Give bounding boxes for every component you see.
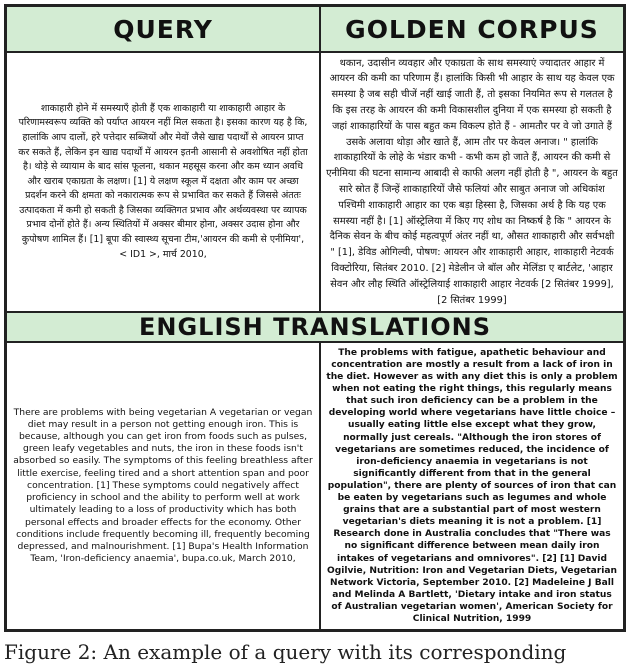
query-english-cell: [6, 342, 320, 630]
english-translations-header: ENGLISH TRANSLATIONS: [6, 312, 624, 342]
golden-corpus-header: GOLDEN CORPUS: [320, 6, 624, 52]
golden-english-cell: [320, 342, 624, 630]
golden-hindi-cell: [320, 52, 624, 312]
query-hindi-cell: [6, 52, 320, 312]
figure-panel: [4, 4, 626, 632]
query-header: QUERY: [6, 6, 320, 52]
golden-english-text: The problems with fatigue, apathetic behaviour and concentration are mostly a result from a lack of iron in the diet. However as with any diet this is only a problem when not eating the right things, this regularly means that such iron deficiency can be a problem in the developing world where vegetarians have little choice – usually eating little else except what they grow, normally just cereals. "Although the iron stores of vegetarians are sometimes reduced, the incidence of iron-deficiency anaemia in vegetarians is not significantly different from that in the general population", there are plenty of sources of iron that can be eaten by vegetarians such as legumes and whole grains that are a substantial part of most western vegetarian's diets meaning it is not a problem. [1] Research done in Australia concludes that "There was no significant difference between mean daily iron intakes of vegetarians and omnivores". [2] [1] David Ogilvie, Nutrition: Iron and Vegetarian Diets, Vegetarian Network Victoria, September 2010. [2] Madeleine J Ball and Melinda A Bartlett, 'Dietary intake and iron status of Australian vegetarian women', American Society for Clinical Nutrition, 1999: [326, 347, 618, 624]
query-english-text: There are problems with being vegetarian A vegetarian or vegan diet may result in a person not getting enough iron. This is because, although you can get iron from foods such as pulses, green leafy vegetables and nuts, the iron in these foods isn't absorbed so easily. The symptoms of this feeling breathless after little exercise, feeling tired and a short attention span and poor concentration. [1] These symptoms could negatively affect proficiency in school and the ability to perform well at work ultimately leading to a loss of productivity which has both personal effects and broader effects for the economy. Other conditions include frequently becoming ill, frequently becoming depressed, and malnourishment. [1] Bupa's Health Information Team, 'Iron-deficiency anaemia', bupa.co.uk, March 2010,: [13, 406, 313, 565]
figure-caption: Figure 2: An example of a query with its corresponding: [4, 640, 567, 664]
golden-hindi-text: थकान, उदासीन व्यवहार और एकाग्रता के साथ समस्याएं ज्यादातर आहार में आयरन की कमी का परिणाम हैं। हालांकि किसी भी आहार के साथ यह केवल एक समस्या है जब सही चीजें नहीं खाई जाती हैं, तो इसका नियमित रूप से गलतल है कि इस तरह के आयरन की कमी विकासशील दुनिया में एक समस्या हो सकती है जहां शाकाहारियों के पास बहुत कम विकल्प होते हैं - आमतौर पर वे जो उगाते हैं उसके अलावा थोड़ा और खाते हैं, आम तौर पर केवल अनाज। " हालांकि शाकाहारियों के लोहे के भंडार कभी - कभी कम हो जाते हैं, आयरन की कमी से एनीमिया की घटना सामान्य आबादी से काफी अलग नहीं होती है ", आयरन के बहुत सारे स्रोत हैं जिन्हें शाकाहारियों जैसे फलियां और साबुत अनाज जो अधिकांश पश्चिमी शाकाहारी आहार का एक बड़ा हिस्सा है, जिसका अर्थ है कि यह एक समस्या नहीं है। [1] ऑस्ट्रेलिया में किए गए शोध का निष्कर्ष है कि " आयरन के दैनिक सेवन के बीच कोई महत्वपूर्ण अंतर नहीं था, औसत शाकाहारी और सर्वभक्षी " [1], डेविड ओगिल्वी, पोषण: आयरन और शाकाहारी आहार, शाकाहारी नेटवर्क विक्टोरिया, सितंबर 2010. [2] मेडेलीन जे बॉल और मेलिंडा ए बार्टलेट, 'आहार सेवन और लौह स्थिति ऑस्ट्रेलियाई शाकाहारी आहार नेटवर्क [2 सितंबर 1999], [2 सितंबर 1999]: [326, 57, 618, 306]
query-hindi-text: शाकाहारी होने में समस्याएँ होती हैं एक शाकाहारी या शाकाहारी आहार के परिणामस्वरूप व्यक्ति को पर्याप्त आयरन नहीं मिल सकता है। इसका कारण यह है कि, हालांकि आप दालों, हरे पत्तेदार सब्जियों और मेवों जैसे खाद्य पदार्थों से आयरन प्राप्त कर सकते हैं, लेकिन इन खाद्य पदार्थों में आयरन इतनी आसानी से अवशोषित नहीं होता है। थोड़े से व्यायाम के बाद सांस फूलना, थकान महसूस करना और कम ध्यान अवधि और खराब एकाग्रता के लक्षण। [1] ये लक्षण स्कूल में दक्षता और काम पर अच्छा प्रदर्शन करने की क्षमता को नकारात्मक रूप से प्रभावित कर सकते हैं जिससे अंततः उत्पादकता में कमी हो सकती है जिसका व्यक्तिगत प्रभाव और अर्थव्यवस्था पर व्यापक प्रभाव दोनों होते हैं। अन्य स्थितियों में अक्सर बीमार होना, अक्सर उदास होना और कुपोषण शामिल हैं। [1] बूपा की स्वास्थ्य सूचना टीम,'आयरन की कमी से एनीमिया', < ID1 >, मार्च 2010,: [18, 102, 308, 260]
